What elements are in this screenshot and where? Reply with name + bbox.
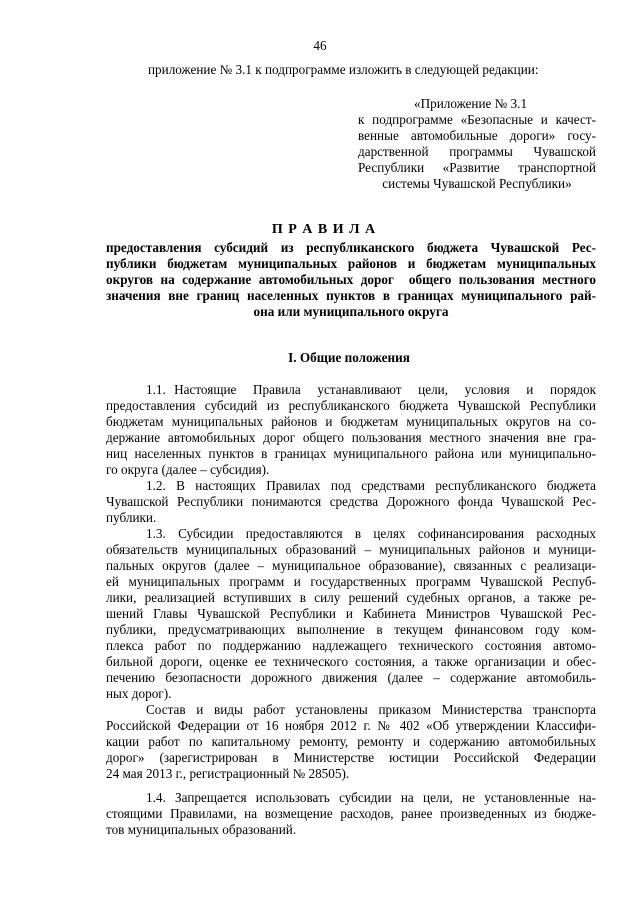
text-line: Чувашской Республики понимаются средства Дорожного фонда Чувашской Рес-: [106, 494, 596, 509]
text-line: стоящими Правилами, на возмещение расходов, ранее произведенных из бюдже-: [106, 806, 596, 821]
text-line: кации работ по капитальному ремонту, ремонту и содержанию автомобильных: [106, 734, 596, 749]
text-line: пальных округов (далее – муниципальное образование), связанных с реализаци-: [106, 558, 596, 573]
text-line: тов муниципальных образований.: [106, 822, 297, 837]
annex-title: «Приложение № 3.1: [414, 96, 528, 111]
text-line: 1.4. Запрещается использовать субсидии на цели, не установленные на-: [146, 790, 596, 805]
text-line: 1.2. В настоящих Правилах под средствами республиканского бюджета: [146, 478, 596, 493]
text-line: обязательств муниципальных образований – муниципальных районов и муници-: [106, 542, 596, 557]
subtitle-line: она или муниципального округа: [253, 304, 449, 319]
text-line: 1.3. Субсидии предоставляются в целях софинансирования расходных: [146, 526, 596, 541]
annex-line: дарственной программы Чувашской: [358, 144, 596, 159]
text-line: 1.1. Настоящие Правила устанавливают цели, условия и порядок: [146, 382, 596, 397]
text-line: ных дорог).: [106, 686, 172, 701]
subtitle-line: округов на содержание автомобильных дорог общего пользования местного: [106, 272, 596, 287]
text-line: лики, реализацией вступивших в силу решений судебных органов, а также ре-: [106, 590, 596, 605]
text-line: бильной дороги, оценке ее технического состояния, а также организации и обес-: [106, 654, 596, 669]
text-line: Российской Федерации от 16 ноября 2012 г. № 402 «Об утверждении Классифи-: [106, 718, 596, 733]
page-number: 46: [313, 38, 327, 53]
annex-line: к подпрограмме «Безопасные и качест-: [358, 112, 596, 127]
text-line: публики, предусматривающих выполнение в текущем финансовом году ком-: [106, 622, 596, 637]
text-line: ниц населенных пунктов в границах муниципального района или муниципально-: [106, 446, 596, 461]
subtitle-line: публики бюджетам муниципальных районов и бюджетам муниципальных: [106, 256, 596, 271]
annex-line: Республики «Развитие транспортной: [358, 160, 596, 175]
text-line: бюджетам муниципальных районов и бюджетам муниципальных округов на со-: [106, 414, 596, 429]
text-line: предоставления субсидий из республиканского бюджета Чувашской Республики: [106, 398, 596, 413]
section-heading: I. Общие положения: [288, 350, 410, 365]
text-line: ей муниципальных программ и государственных программ Чувашской Респуб-: [106, 574, 596, 589]
text-line: печению безопасности дорожного движения (далее – содержание автомобиль-: [106, 670, 596, 685]
text-line: дорог» (зарегистрирован в Министерстве юстиции Российской Федерации: [106, 750, 596, 765]
text-line: го округа (далее – субсидия).: [106, 462, 270, 477]
rules-title: П Р А В И Л А: [271, 222, 377, 237]
text-line: шений Главы Чувашской Республики и Кабинета Министров Чувашской Рес-: [106, 606, 596, 621]
annex-line: венные автомобильные дороги» госу-: [358, 128, 596, 143]
text-line: 24 мая 2013 г., регистрационный № 28505).: [106, 766, 350, 781]
annex-line: системы Чувашской Республики»: [382, 176, 572, 191]
text-line: плекса работ по поддержанию надлежащего технического состояния автомо-: [106, 638, 596, 653]
text-line: Состав и виды работ установлены приказом Министерства транспорта: [146, 702, 596, 717]
intro-line: приложение № 3.1 к подпрограмме изложить в следующей редакции:: [148, 62, 539, 77]
subtitle-line: значения вне границ населенных пунктов в границах муниципального рай-: [106, 288, 596, 303]
text-line: держание автомобильных дорог общего пользования местного значения вне гра-: [106, 430, 596, 445]
text-line: публики.: [106, 510, 157, 525]
subtitle-line: предоставления субсидий из республиканского бюджета Чувашской Рес-: [106, 240, 596, 255]
